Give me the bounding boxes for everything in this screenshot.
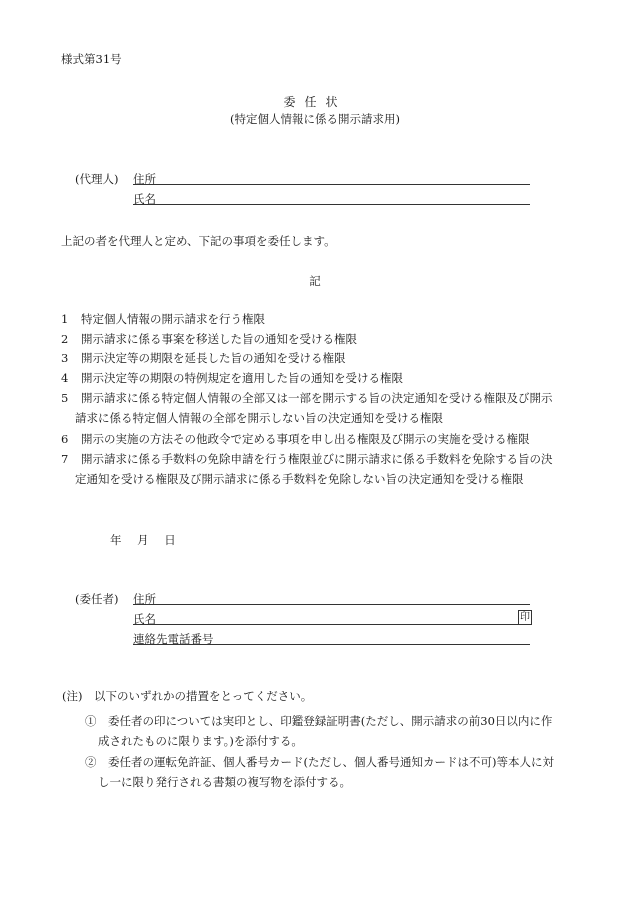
intro-text: 上記の者を代理人と定め、下記の事項を委任します。: [61, 234, 336, 248]
list-item: 1 特定個人情報の開示請求を行う権限: [61, 312, 265, 326]
note-item: ① 委任者の印については実印とし、印鑑登録証明書(ただし、開示請求の前30日以内に作: [85, 714, 553, 728]
note-item-continuation: 成されたものに限ります。)を添付する。: [98, 734, 303, 748]
agent-name-label: 氏名: [133, 192, 156, 206]
list-item-continuation: 定通知を受ける権限及び開示請求に係る手数料を免除しない旨の決定通知を受ける権限: [75, 472, 524, 486]
agent-name-field[interactable]: [133, 204, 530, 205]
principal-address-field[interactable]: [133, 604, 530, 605]
note-item-continuation: し一に限り発行される書類の複写物を添付する。: [98, 775, 351, 789]
principal-address-label: 住所: [133, 592, 156, 606]
document-title: 委任状: [283, 95, 347, 109]
ki-heading: 記: [309, 274, 321, 288]
list-item: 6 開示の実施の方法その他政令で定める事項を申し出る権限及び開示の実施を受ける権限: [61, 432, 530, 446]
document-subtitle: (特定個人情報に係る開示請求用): [230, 112, 400, 126]
list-item: 5 開示請求に係る特定個人情報の全部又は一部を開示する旨の決定通知を受ける権限及び開示: [61, 391, 553, 405]
notes-heading: (注) 以下のいずれかの措置をとってください。: [62, 689, 313, 703]
note-item: ② 委任者の運転免許証、個人番号カード(ただし、個人番号通知カードは不可)等本人に対: [85, 755, 554, 769]
principal-phone-field[interactable]: [133, 644, 530, 645]
agent-label: (代理人): [75, 172, 119, 186]
list-item-continuation: 請求に係る特定個人情報の全部を開示しない旨の決定通知を受ける権限: [75, 411, 443, 425]
list-item: 7 開示請求に係る手数料の免除申請を行う権限並びに開示請求に係る手数料を免除する旨の決: [61, 452, 553, 466]
principal-phone-label: 連絡先電話番号: [133, 632, 214, 646]
agent-address-label: 住所: [133, 172, 156, 186]
seal-mark: 印: [520, 612, 530, 623]
list-item: 2 開示請求に係る事案を移送した旨の通知を受ける権限: [61, 332, 357, 346]
agent-address-field[interactable]: [133, 184, 530, 185]
principal-name-field[interactable]: [133, 624, 530, 625]
date-line: 年 月 日: [110, 533, 176, 547]
principal-name-label: 氏名: [133, 612, 156, 626]
list-item: 3 開示決定等の期限を延長した旨の通知を受ける権限: [61, 351, 346, 365]
principal-label: (委任者): [75, 592, 119, 606]
list-item: 4 開示決定等の期限の特例規定を適用した旨の通知を受ける権限: [61, 371, 403, 385]
form-number: 様式第31号: [61, 52, 122, 66]
